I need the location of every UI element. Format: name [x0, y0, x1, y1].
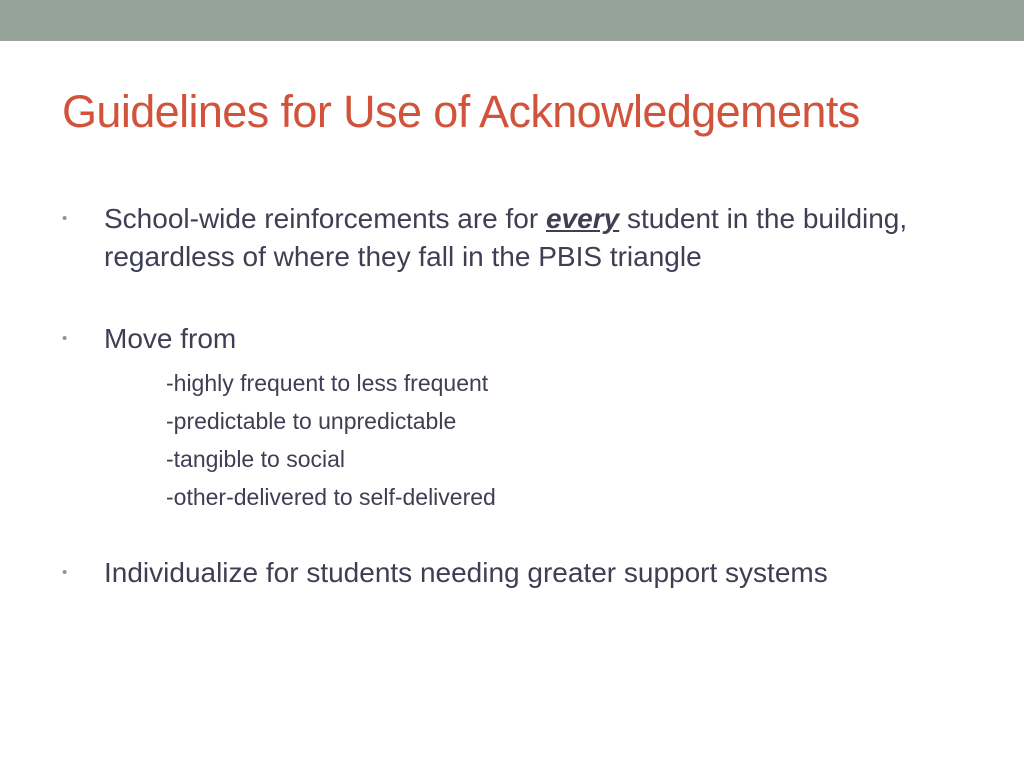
- top-accent-bar: [0, 0, 1024, 41]
- bullet-item-reinforcements: [62, 200, 962, 276]
- bullet-text-end: student in the building, regardless of where they fall in the PBIS triangle: [104, 203, 908, 272]
- bullet-icon: •: [62, 210, 68, 227]
- sub-list: [62, 364, 962, 516]
- bullet-icon: •: [62, 564, 68, 581]
- bullet-text-start: School-wide reinforcements are for: [104, 203, 546, 234]
- bullet-item-move-from: [62, 320, 962, 358]
- sub-item: -highly frequent to less frequent: [166, 370, 489, 396]
- bullet-icon: •: [62, 330, 68, 347]
- bullet-item-individualize: [62, 554, 962, 592]
- bullet-text: Individualize for students needing greater support systems: [104, 557, 828, 588]
- sub-item: -predictable to unpredictable: [166, 408, 457, 434]
- sub-item: -tangible to social: [166, 446, 345, 472]
- sub-item: -other-delivered to self-delivered: [166, 484, 496, 510]
- bullet-text: Move from: [104, 323, 237, 354]
- slide-title: Guidelines for Use of Acknowledgements: [62, 86, 860, 137]
- slide-body: [62, 200, 962, 592]
- emphasized-word: every: [545, 203, 620, 234]
